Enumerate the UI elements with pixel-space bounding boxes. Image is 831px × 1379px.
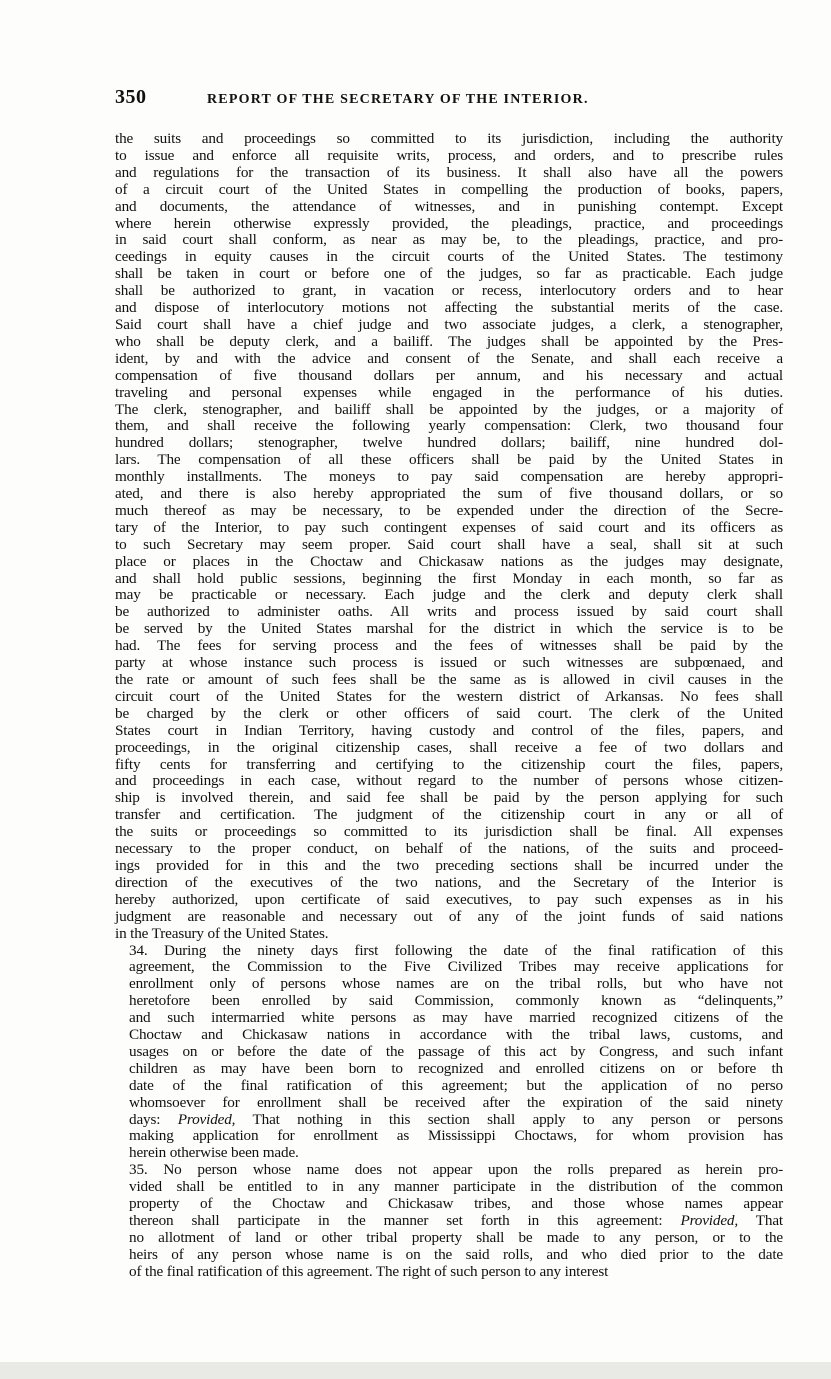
text-line: party at whose instance such process is issued or such witnesses are subpœnaed, and [115,654,783,672]
text-line: Choctaw and Chickasaw nations in accordance with the tribal laws, customs, and [129,1026,783,1044]
text-line: compensation of five thousand dollars per annum, and his necessary and actual [115,366,783,384]
text-line: the suits and proceedings so committed to its jurisdiction, including the authority [115,130,783,147]
text-line: hereby authorized, upon certificate of said executives, to pay such expenses as in his [115,890,783,908]
text-line: heirs of any person whose name is on the said rolls, and who died prior to the date [129,1245,783,1263]
paragraph [115,1162,783,1280]
text-line: monthly installments. The moneys to pay said compensation are hereby appropri- [115,468,783,486]
text-line: vided shall be entitled to in any manner participate in the distribution of the common [129,1178,783,1196]
running-head: REPORT OF THE SECRETARY OF THE INTERIOR. [207,92,589,107]
text-line: proceedings, in the original citizenship cases, shall receive a fee of two dollars and [115,738,783,756]
text-line: property of the Choctaw and Chickasaw tribes, and those whose names appear [129,1195,783,1213]
page-header [115,86,785,112]
text-line: hundred dollars; stenographer, twelve hundred dollars; bailiff, nine hundred dol- [115,434,783,452]
text-line: transfer and certification. The judgment of the citizenship court in any or all of [115,806,783,824]
text-line: agreement, the Commission to the Five Civilized Tribes may receive applications for [129,958,783,976]
text-line: ated, and there is also hereby appropriated the sum of five thousand dollars, or so [115,485,783,503]
text-line: usages on or before the date of the passage of this act by Congress, and such infant [129,1042,783,1060]
text-line: heretofore been enrolled by said Commission, commonly known as “delinquents,” [129,992,783,1010]
text-line: fifty cents for transferring and certifying to the citizenship court the files, papers, [115,755,783,773]
text-line: ings provided for in this and the two preceding sections shall be incurred under the [115,856,783,874]
text-line: where herein otherwise expressly provided, the pleadings, practice, and proceedings [115,214,783,232]
text-line: ship is involved therein, and said fee shall be paid by the person applying for such [115,789,783,807]
text-line: direction of the executives of the two nations, and the Secretary of the Interior is [115,873,783,891]
text-line: who shall be deputy clerk, and a bailiff. The judges shall be appointed by the Pres- [115,332,783,350]
text-line: had. The fees for serving process and the fees of witnesses shall be paid by the [115,637,783,655]
text-line: making application for enrollment as Mississippi Choctaws, for whom provision has [129,1127,783,1145]
text-line: no allotment of land or other tribal property shall be made to any person, or to the [129,1228,783,1246]
text-line: herein otherwise been made. [129,1144,299,1162]
text-line: shall be authorized to grant, in vacation or recess, interlocutory orders and to hear [115,282,783,300]
text-line: 34. During the ninety days first following the date of the final ratification of this [129,941,783,959]
page-bottom-edge [0,1362,831,1379]
text-line: The clerk, stenographer, and bailiff shall be appointed by the judges, or a majority of [115,400,783,418]
text-line: in said court shall conform, as near as may be, to the pleadings, practice, and pro- [115,231,783,249]
text-line: the rate or amount of such fees shall be the same as is allowed in civil causes in the [115,671,783,688]
text-line: Said court shall have a chief judge and two associate judges, a clerk, a stenographer, [115,315,783,333]
text-line: of a circuit court of the United States in compelling the production of books, papers, [115,180,783,198]
text-line: lars. The compensation of all these officers shall be paid by the United States in [115,451,783,469]
text-line: be served by the United States marshal for the district in which the service is to be [115,620,783,638]
text-line: place or places in the Choctaw and Chickasaw nations as the judges may designate, [115,552,783,570]
text-line: ident, by and with the advice and consent of the Senate, and shall each receive a [115,349,783,367]
text-line: circuit court of the United States for the western district of Arkansas. No fees shall [115,687,783,705]
text-line: be charged by the clerk or other officers of said court. The clerk of the United [115,704,783,722]
text-line: and such intermarried white persons as may have married recognized citizens of the [129,1009,783,1027]
paragraph [115,131,783,943]
text-line: and proceedings in each case, without regard to the number of persons whose citizen- [115,772,783,790]
paragraph [115,943,783,1163]
text-line: much thereof as may be necessary, to be expended under the direction of the Secre- [115,501,783,519]
text-line: enrollment only of persons whose names are on the tribal rolls, but who have not [129,975,783,993]
text-line: necessary to the proper conduct, on behalf of the nations, of the suits and proceed- [115,840,783,858]
text-line: be authorized to administer oaths. All writs and process issued by said court shall [115,603,783,621]
text-line: days: Provided, That nothing in this section shall apply to any person or persons [129,1110,783,1128]
text-line: in the Treasury of the United States. [115,924,329,942]
text-line: whomsoever for enrollment shall be received after the expiration of the said ninety [129,1093,783,1111]
text-line: children as may have been born to recognized and enrolled citizens on or before th [129,1059,783,1077]
page-number: 350 [115,86,147,108]
text-line: date of the final ratification of this agreement; but the application of no perso [129,1076,783,1094]
text-line: and dispose of interlocutory motions not affecting the substantial merits of the case. [115,299,783,317]
text-line: tary of the Interior, to pay such contingent expenses of said court and its officers as [115,518,783,536]
text-line: traveling and personal expenses while engaged in the performance of his duties. [115,383,783,401]
text-line: and shall hold public sessions, beginning the first Monday in each month, so far as [115,569,783,587]
text-line: States court in Indian Territory, having custody and control of the files, papers, and [115,721,783,739]
text-line: judgment are reasonable and necessary out of any of the joint funds of said nations [115,907,783,925]
text-line: to issue and enforce all requisite writs, process, and orders, and to prescribe rules [115,146,783,164]
text-line: and regulations for the transaction of its business. It shall also have all the powers [115,163,783,181]
text-line: to such Secretary may seem proper. Said court shall have a seal, shall sit at such [115,535,783,553]
text-line: may be practicable or necessary. Each judge and the clerk and deputy clerk shall [115,586,783,604]
text-line: ceedings in equity causes in the circuit courts of the United States. The testimony [115,248,783,266]
text-line: shall be taken in court or before one of the judges, so far as practicable. Each judge [115,265,783,283]
body-text [115,131,783,1281]
text-line: thereon shall participate in the manner set forth in this agreement: Provided, That [129,1212,784,1229]
text-line: the suits or proceedings so committed to its jurisdiction shall be final. All expenses [115,823,783,841]
text-line: of the final ratification of this agreement. The right of such person to any interest [129,1262,609,1280]
text-line: and documents, the attendance of witnesses, and in punishing contempt. Except [115,197,783,215]
text-line: them, and shall receive the following yearly compensation: Clerk, two thousand four [115,417,783,435]
text-line: 35. No person whose name does not appear upon the rolls prepared as herein pro- [129,1161,783,1179]
